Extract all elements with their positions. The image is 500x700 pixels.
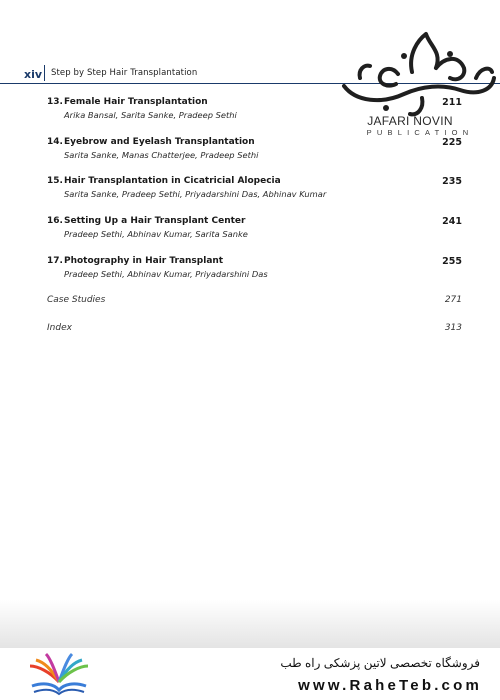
page-number: xiv [24,68,43,81]
toc-entry-title: Hair Transplantation in Cicatricial Alopecia [64,176,281,186]
publisher-name: JAFARI NOVIN [367,114,453,128]
toc-case-studies [47,295,462,305]
toc-entry-number: 17. [47,256,63,266]
toc-entry-title: Eyebrow and Eyelash Transplantation [64,137,255,147]
toc-entry-authors: Sarita Sanke, Manas Chatterjee, Pradeep Sethi [64,150,259,160]
open-book-icon [26,652,92,696]
toc-entry-title-line [47,175,467,188]
toc-entry-title: Female Hair Transplantation [64,97,208,107]
toc-entry [47,215,467,241]
footer-shade [0,600,500,648]
toc-entry-authors: Sarita Sanke, Pradeep Sethi, Priyadarshini Das, Abhinav Kumar [64,189,327,199]
toc-entry [47,136,467,162]
toc-entry-page: 235 [442,176,462,187]
toc-index-label: Index [47,323,72,333]
toc-entry-title: Photography in Hair Transplant [64,256,224,266]
toc-entry [47,175,467,201]
toc-index [47,323,462,333]
toc-entry [47,255,467,281]
toc-entry-page: 211 [442,97,462,108]
toc-entry-title: Setting Up a Hair Transplant Center [64,216,246,226]
toc-entry-page: 241 [442,216,462,227]
toc-case-studies-page: 271 [444,295,462,305]
toc-entry-authors: Pradeep Sethi, Abhinav Kumar, Sarita Sanke [64,229,248,239]
toc-entry-page: 255 [442,256,462,267]
toc-entry-page: 225 [442,137,462,148]
toc-entry-title-line [47,215,467,228]
store-url-link[interactable]: www.RaheTeb.com [298,677,482,694]
toc-entry-title-line [47,136,467,149]
store-name: فروشگاه تخصصی لاتین پزشکی راه طب [280,656,480,670]
toc-index-page: 313 [444,323,462,333]
header-separator [44,65,45,81]
toc-entry-number: 16. [47,216,63,226]
toc-entry-number: 14. [47,137,63,147]
publisher-subtitle: PUBLICATION [366,128,474,137]
toc-entry-number: 15. [47,176,63,186]
toc-entry-number: 13. [47,97,63,107]
toc-entry-authors: Pradeep Sethi, Abhinav Kumar, Priyadarshini Das [64,269,268,279]
running-title: Step by Step Hair Transplantation [51,68,198,78]
toc-case-studies-label: Case Studies [47,295,106,305]
toc-entry-title-line [47,96,467,109]
toc-entry [47,96,467,122]
toc-entry-title-line [47,255,467,268]
toc-entry-authors: Arika Bansal, Sarita Sanke, Pradeep Sethi [64,110,237,120]
